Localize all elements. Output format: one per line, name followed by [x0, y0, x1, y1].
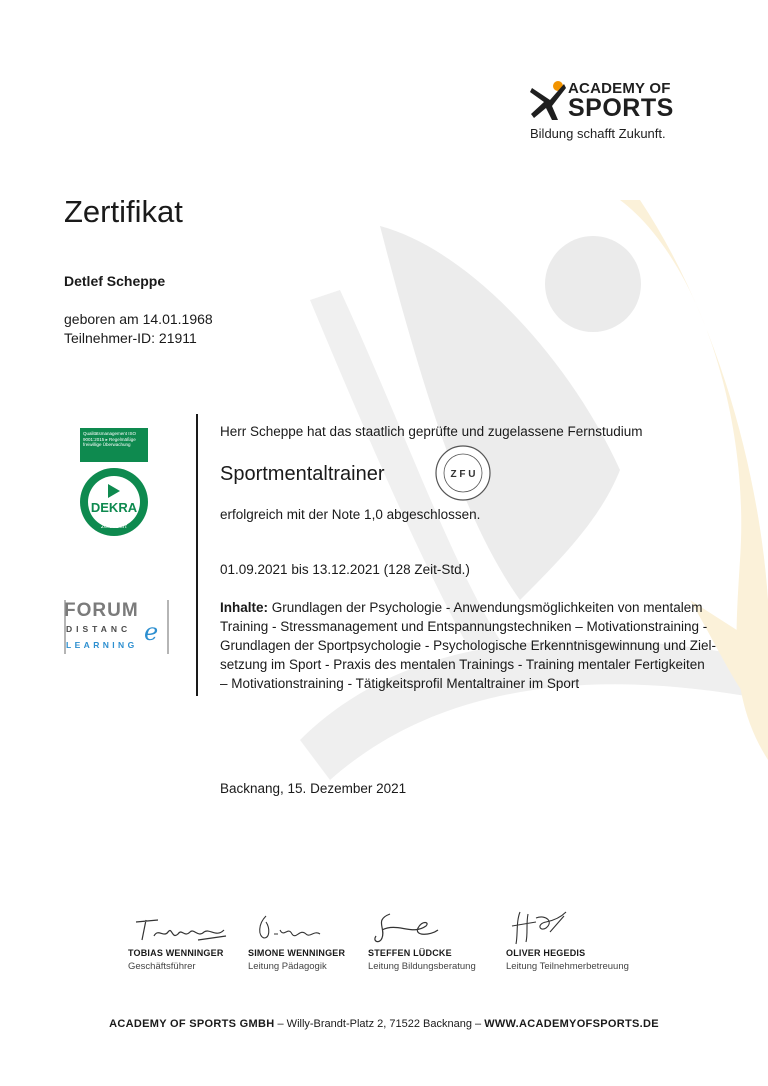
- certificate-intro: Herr Scheppe hat das staatlich geprüfte und zugelassene Fernstudium: [220, 424, 643, 439]
- signer-name: OLIVER HEGEDIS: [506, 948, 586, 958]
- dekra-arrow-icon: [108, 484, 120, 498]
- signer-name: STEFFEN LÜDCKE: [368, 948, 452, 958]
- contents-line-4: setzung im Sport - Praxis des mentalen Trainings - Training mentaler Fertigkeiten: [220, 657, 705, 672]
- forum-e: e: [144, 618, 159, 646]
- dekra-badge-top: Qualitätsmanagement ISO 9001:2015 ▸ Regelmäßige freiwillige Überwachung: [80, 428, 148, 462]
- signer-role: Geschäftsführer: [128, 961, 196, 972]
- place-date: Backnang, 15. Dezember 2021: [220, 781, 407, 796]
- dekra-footer: zertifiziert: [101, 524, 127, 530]
- handwritten-signature: [368, 908, 478, 948]
- course-contents: [220, 598, 740, 693]
- forum-line3: LEARNING: [66, 640, 138, 650]
- zfu-seal-text: Z F U: [450, 469, 476, 480]
- recipient-id: Teilnehmer-ID: 21911: [64, 330, 197, 346]
- signer-role: Leitung Pädagogik: [248, 961, 327, 972]
- forum-line2: DISTANC: [66, 624, 132, 634]
- contents-line-3: Grundlagen der Sportpsychologie - Psychologische Erkenntnisgewinnung und Ziel-: [220, 638, 717, 653]
- page-title: Zertifikat: [64, 194, 183, 229]
- zfu-seal: [434, 444, 492, 502]
- contents-label: Inhalte:: [220, 600, 269, 615]
- recipient-birth: geboren am 14.01.1968: [64, 311, 213, 327]
- forum-line1: FORUM: [64, 600, 139, 621]
- forum-bar-right: [167, 600, 169, 654]
- signer-role: Leitung Bildungsberatung: [368, 961, 476, 972]
- footer-website: WWW.ACADEMYOFSPORTS.DE: [484, 1018, 659, 1030]
- footer-company: ACADEMY OF SPORTS GMBH: [109, 1018, 275, 1030]
- divider-line: [196, 414, 198, 696]
- footer-address: – Willy-Brandt-Platz 2, 71522 Backnang –: [274, 1018, 485, 1030]
- course-period: 01.09.2021 bis 13.12.2021 (128 Zeit-Std.): [220, 562, 470, 577]
- academy-logo: [528, 74, 688, 146]
- recipient-name: Detlef Scheppe: [64, 273, 166, 289]
- dekra-badge: [80, 428, 148, 538]
- handwritten-signature: [248, 908, 358, 948]
- contents-line-1: Grundlagen der Psychologie - Anwendungsmöglichkeiten von mentalem: [268, 600, 703, 615]
- logo-line1: ACADEMY OF: [568, 80, 671, 97]
- course-name: Sportmentaltrainer: [220, 463, 385, 485]
- signer-role: Leitung Teilnehmerbetreuung: [506, 961, 629, 972]
- contents-line-2: Training - Stressmanagement und Entspannungstechniken – Motivationstraining -: [220, 619, 708, 634]
- forum-distance-learning-logo: [64, 600, 170, 656]
- logo-line2: SPORTS: [568, 94, 674, 122]
- contents-line-5: – Motivationstraining - Tätigkeitsprofil Mentaltrainer im Sport: [220, 676, 580, 691]
- page-footer: [0, 1018, 768, 1030]
- certificate-result: erfolgreich mit der Note 1,0 abgeschlossen.: [220, 507, 481, 522]
- handwritten-signature: [128, 908, 238, 948]
- signer-name: SIMONE WENNINGER: [248, 948, 346, 958]
- handwritten-signature: [506, 908, 616, 948]
- logo-tagline: Bildung schafft Zukunft.: [530, 126, 666, 141]
- signer-name: TOBIAS WENNINGER: [128, 948, 224, 958]
- dekra-name: DEKRA: [90, 500, 138, 515]
- sports-figure-icon: [528, 78, 570, 122]
